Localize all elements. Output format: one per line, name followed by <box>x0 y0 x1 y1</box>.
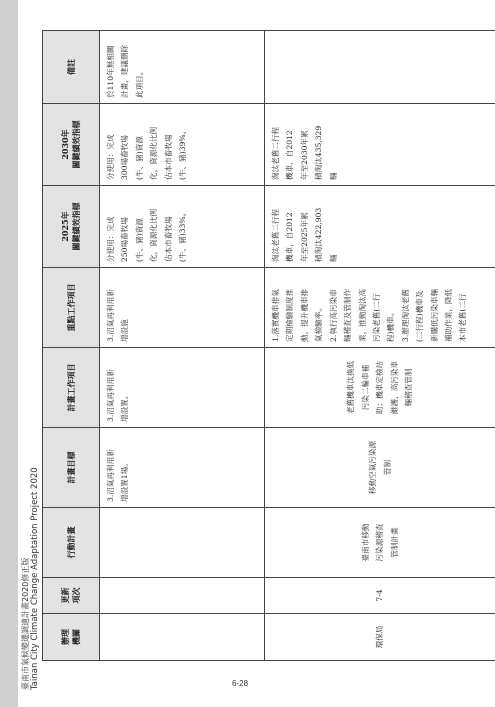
table-row <box>265 31 495 661</box>
col-header-kpi-2025: 2025年 關鍵績效指標 <box>43 186 100 268</box>
col-header-agency: 辦理 機關 <box>43 614 100 661</box>
header-title-en: Tainan City Climate Change Adaptation Project 2020 <box>30 467 40 690</box>
col-header-target: 計畫目標 <box>43 428 100 508</box>
col-header-plan: 行動計畫 <box>43 508 100 578</box>
cell-item: 7-4 <box>265 578 495 614</box>
cell-plan: 臺南市移動 污染源稽查 管制計畫 <box>265 508 495 578</box>
cell-kpi-2030: 分使用：完成 300場畜牧場 (牛、豬)資源 化，資源化比例 佔本市畜牧場 (牛、豬)39%。 <box>100 104 265 186</box>
header-title-zh: 臺南市氣候變遷調適計畫2020修正版 <box>21 557 30 690</box>
cell-agency: 環保局 <box>265 614 495 661</box>
cell-note-empty <box>265 31 495 104</box>
cell-work: 3.沼氣再利用新 增設置。 <box>100 348 265 428</box>
col-header-note: 備註 <box>43 31 100 104</box>
cell-target: 移動空氣污染源 管制 <box>265 428 495 508</box>
page-number: 6-28 <box>232 679 249 688</box>
cell-plan-empty <box>100 508 265 578</box>
cell-kpi-2030: 淘汰老舊二行程 機車，自2012 年至2030年累 積淘汰435,329 輛 <box>265 104 495 186</box>
side-bar <box>0 0 18 707</box>
cell-key-work: 3.沼氣再利用新 增設施 <box>100 268 265 348</box>
cell-agency-empty <box>100 614 265 661</box>
cell-kpi-2025: 淘汰老舊二行程 機車，自2012 年至2025年累 積淘汰422,903 輛 <box>265 186 495 268</box>
table-header-row <box>43 31 100 661</box>
col-header-key-work: 重點工作項目 <box>43 268 100 348</box>
cell-kpi-2025: 分使用：完成 250場畜牧場 (牛、豬)資源 化，資源化比例 佔本市畜牧場 (牛、豬)33%。 <box>100 186 265 268</box>
col-header-item: 更新 項次 <box>43 578 100 614</box>
cell-note: 於110年無相關 計畫，建議刪除 此項目。 <box>100 31 265 104</box>
cell-target: 3.沼氣再利用新 增設置1場。 <box>100 428 265 508</box>
cell-item-empty <box>100 578 265 614</box>
cell-key-work: 1.落實機車排氣 定期檢驗制度推 動，提升機車排 氣檢驗率。 2.執行高污染車 輛稽查及管制作 業，推動淘汰高 污染老舊(二行 程)機車。 3.辦理淘汰老舊 (二行程)機車及 新購低污染車輛 補助作業，降低 本市老舊(二行 <box>265 268 495 348</box>
col-header-kpi-2030: 2030年 關鍵績效指標 <box>43 104 100 186</box>
cell-work: 老舊機車汰換低 污染二輪車補 助；機車定檢站 維護，高污染車 輛稽查管制 <box>265 348 495 428</box>
table-row <box>100 31 265 661</box>
action-plan-table <box>42 30 495 661</box>
col-header-work: 計畫工作項目 <box>43 348 100 428</box>
rotated-table-wrapper <box>42 31 495 661</box>
